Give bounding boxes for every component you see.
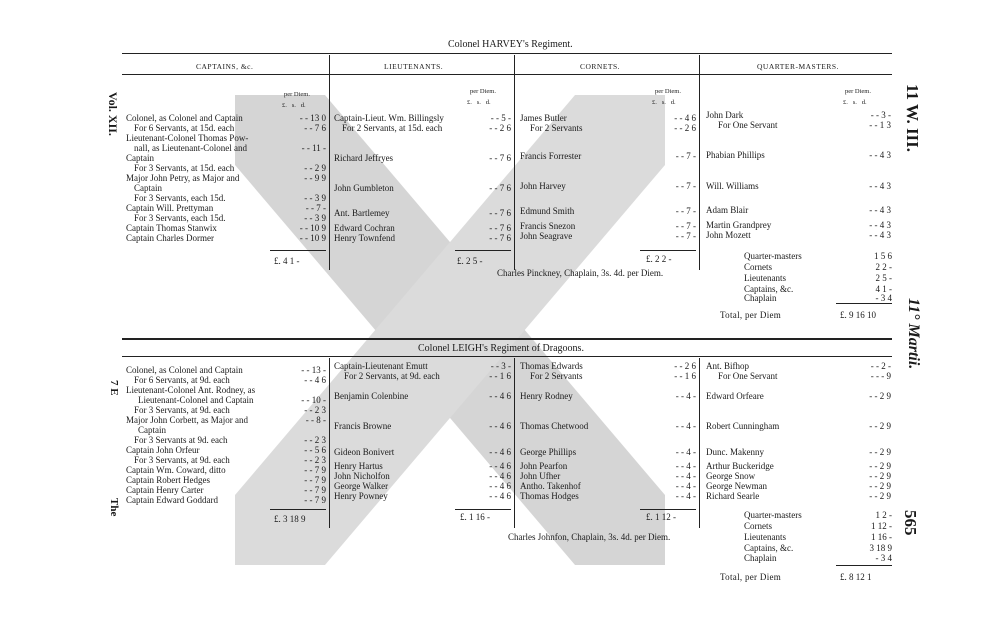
lsd-header: £. s. d. <box>282 102 306 109</box>
bottom-rule <box>122 356 892 357</box>
header-quartermasters: QUARTER-MASTERS. <box>757 62 839 71</box>
lsd-header: £. s. d. <box>652 99 676 106</box>
list-item: Colonel, as Colonel and Captain - - 13 - <box>126 365 326 375</box>
header-cornets: CORNETS. <box>580 62 621 71</box>
header-rule <box>122 74 892 75</box>
list-item: For 3 Servants, at 9d. each - - 2 3 <box>134 455 326 465</box>
col-sep <box>514 55 515 270</box>
col-sep <box>699 358 700 528</box>
list-item: For 3 Servants, at 9d. each - - 2 3 <box>134 405 326 415</box>
list-item: Lieutenant-Colonel Ant. Rodney, as <box>126 385 256 395</box>
vol-marker: Vol. XII. <box>106 92 120 136</box>
list-item: For 6 Servants, at 15d. each - - 7 6 <box>134 123 326 133</box>
top-total-label: Total, per Diem <box>720 310 782 320</box>
col-sep <box>329 55 330 270</box>
top-total-value: £. 9 16 10 <box>840 310 876 320</box>
sum-rule <box>640 250 696 251</box>
col-sep <box>514 358 515 528</box>
bottom-lieutenants-total: £. 1 16 - <box>460 512 490 522</box>
list-item: Captain <box>138 425 166 435</box>
sum-rule <box>270 509 326 510</box>
top-chaplain: Charles Pinckney, Chaplain, 3s. 4d. per Diem. <box>497 268 664 278</box>
sum-rule <box>836 303 892 304</box>
per-diem-label: per Diem. <box>655 88 681 95</box>
list-item: Lieutenant-Colonel and Captain - - 10 - <box>138 395 326 405</box>
lsd-header: £. s. d. <box>843 99 867 106</box>
sum-rule <box>455 250 511 251</box>
list-item: Colonel, as Colonel and Captain - - 13 0 <box>126 113 326 123</box>
sum-rule <box>455 509 511 510</box>
per-diem-label: per Diem. <box>470 88 496 95</box>
list-item: For 3 Servants, each 15d. - - 3 9 <box>134 213 326 223</box>
top-regiment-title: Colonel HARVEY's Regiment. <box>448 39 573 50</box>
sum-rule <box>836 565 892 566</box>
top-lieutenants-total: £. 2 5 - <box>457 256 483 266</box>
bottom-captains-total: £. 3 18 9 <box>274 514 306 524</box>
per-diem-label: per Diem. <box>284 91 310 98</box>
list-item: nall, as Lieutenant-Colonel and - - 11 - <box>134 143 326 153</box>
page-number: 565 <box>901 510 920 536</box>
list-item: Captain Thomas Stanwix - - 10 9 <box>126 223 326 233</box>
catchword: The <box>108 498 120 517</box>
list-item: Captain Will. Prettyman - - 7 - <box>126 203 326 213</box>
col-sep <box>699 55 700 270</box>
per-diem-label: per Diem. <box>845 88 871 95</box>
list-item: Captain Charles Dormer - - 10 9 <box>126 233 326 243</box>
top-captains-total: £. 4 1 - <box>274 256 300 266</box>
list-item: For 3 Servants at 9d. each - - 2 3 <box>134 435 326 445</box>
header-lieutenants: LIEUTENANTS. <box>384 62 444 71</box>
list-item: Major John Petry, as Major and - - 9 9 <box>126 173 326 183</box>
regnal-year: 11 W. III. <box>903 84 922 153</box>
sum-rule <box>640 509 696 510</box>
bottom-captains-list <box>126 365 326 505</box>
col-sep <box>329 358 330 528</box>
bottom-regiment-title: Colonel LEIGH's Regiment of Dragoons. <box>418 343 584 354</box>
list-item: Captain Wm. Coward, ditto - - 7 9 <box>126 465 326 475</box>
list-item: Major John Corbett, as Major and - - 8 - <box>126 415 326 425</box>
list-item: Captain Edward Goddard - - 7 9 <box>126 495 326 505</box>
top-cornets-total: £. 2 2 - <box>646 254 672 264</box>
list-item: Captain <box>134 183 162 193</box>
section-rule <box>122 338 892 340</box>
bottom-cornets-total: £. 1 12 - <box>646 512 676 522</box>
header-captains: CAPTAINS, &c. <box>196 62 254 71</box>
list-item: Captain Robert Hedges - - 7 9 <box>126 475 326 485</box>
bottom-chaplain: Charles Johnfon, Chaplain, 3s. 4d. per Diem. <box>508 532 671 542</box>
bottom-total-label: Total, per Diem <box>720 572 782 582</box>
top-captains-list <box>126 113 326 243</box>
sum-rule <box>270 250 326 251</box>
folio-marker: 7 E <box>108 380 120 396</box>
list-item: Lieutenant-Colonel Thomas Pow- <box>126 133 249 143</box>
list-item: Captain Henry Carter - - 7 9 <box>126 485 326 495</box>
list-item: Captain John Orfeur - - 5 6 <box>126 445 326 455</box>
lsd-header: £. s. d. <box>467 99 491 106</box>
bottom-total-value: £. 8 12 1 <box>840 572 872 582</box>
list-item: For 3 Servants, each 15d. - - 3 9 <box>134 193 326 203</box>
list-item: For 3 Servants, at 15d. each - - 2 9 <box>134 163 326 173</box>
list-item: For 6 Servants, at 9d. each - - 4 6 <box>134 375 326 385</box>
list-item: Captain <box>126 153 154 163</box>
top-rule <box>122 53 892 54</box>
date-marker: 11° Martii. <box>905 298 922 370</box>
